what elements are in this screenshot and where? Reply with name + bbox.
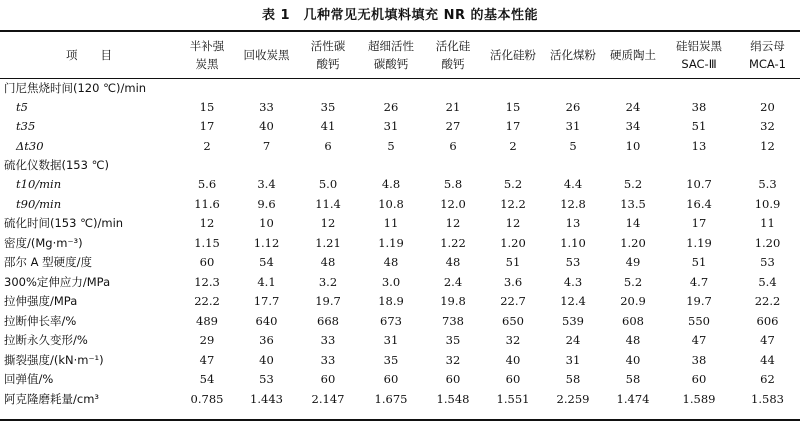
table-cell: 1.583: [751, 391, 784, 406]
column-header: [483, 32, 543, 78]
table-cell: 47: [691, 333, 707, 348]
table-cell: 2.259: [556, 391, 590, 406]
table-cell: 29: [199, 333, 215, 348]
table-cell: 4.1: [257, 274, 276, 289]
table-cell: 10.7: [686, 177, 712, 192]
table-cell: 10: [259, 216, 274, 231]
table-cell: 11: [383, 216, 399, 231]
table-cell: 13: [691, 138, 707, 153]
table-cell: 0.785: [190, 391, 224, 406]
table-cell: 5.3: [758, 177, 777, 192]
table-cell: 1.12: [253, 235, 280, 250]
table-cell: 60: [199, 255, 215, 270]
table-cell: 10.8: [378, 196, 404, 211]
table-cell: 5.0: [318, 177, 338, 192]
table-cell: [297, 156, 359, 175]
table-cell: 650: [502, 313, 524, 328]
table-cell: 5.2: [623, 177, 643, 192]
table-row: [0, 233, 800, 253]
item-column-header: 项 目: [66, 48, 112, 62]
table-cell: 38: [691, 352, 707, 367]
table-cell: 53: [565, 255, 581, 270]
table-row: [0, 311, 800, 331]
table-cell: [178, 156, 236, 175]
table-cell: 17.7: [253, 294, 280, 309]
table-cell: 47: [760, 333, 775, 348]
table-cell: 36: [259, 333, 274, 348]
row-label: t35: [16, 119, 36, 134]
table-cell: 2: [203, 138, 211, 153]
table-cell: 22.2: [194, 294, 220, 309]
table-cell: [236, 156, 297, 175]
table-cell: 4.4: [563, 177, 583, 192]
table-cell: 22.2: [754, 294, 781, 309]
table-cell: 31: [383, 333, 399, 348]
table-cell: 51: [691, 119, 707, 134]
table-cell: 2.147: [311, 391, 345, 406]
table-cell: 15: [505, 99, 521, 114]
table-cell: 640: [255, 313, 278, 328]
table-cell: 40: [625, 352, 641, 367]
table-cell: [297, 78, 359, 97]
table-cell: 12: [760, 138, 775, 153]
table-cell: 12: [505, 216, 521, 231]
table-cell: 1.19: [686, 235, 712, 250]
table-cell: 53: [259, 372, 274, 387]
table-cell: 60: [383, 372, 399, 387]
table-cell: 33: [320, 333, 336, 348]
column-header-line1: 活化硅: [435, 39, 471, 53]
table-cell: 35: [383, 352, 399, 367]
table-cell: 12.3: [194, 274, 220, 289]
table-row: [0, 331, 800, 351]
row-label: 300%定伸应力/MPa: [4, 274, 111, 289]
table-cell: 32: [760, 119, 775, 134]
row-label: 硫化时间(153 ℃)/min: [4, 216, 124, 231]
table-row: [0, 292, 800, 312]
column-header-line1: 活化煤粉: [550, 48, 596, 62]
table-cell: 49: [625, 255, 641, 270]
column-header: [603, 32, 663, 78]
table-row: [0, 389, 800, 409]
column-header-line2: 酸钙: [441, 57, 465, 71]
table-cell: 16.4: [686, 196, 712, 211]
row-label: 拉伸强度/MPa: [4, 294, 78, 309]
table-cell: [603, 78, 663, 97]
row-label: 阿克隆磨耗量/cm³: [4, 391, 100, 406]
table-cell: 26: [565, 99, 581, 114]
table-cell: 33: [259, 99, 274, 114]
table-cell: 38: [691, 99, 707, 114]
table-cell: 5.8: [443, 177, 463, 192]
column-header-line2: MCA-1: [748, 57, 787, 71]
table-cell: 5: [569, 138, 577, 153]
column-header: [359, 32, 423, 78]
table-cell: 31: [565, 119, 581, 134]
table-cell: 32: [445, 352, 461, 367]
table-cell: 550: [688, 313, 710, 328]
table-cell: 1.675: [374, 391, 408, 406]
table-cell: 10.9: [754, 196, 781, 211]
table-cell: 5.4: [758, 274, 777, 289]
table-cell: 27: [445, 119, 461, 134]
table-cell: 1.443: [250, 391, 283, 406]
table-cell: 7: [262, 138, 271, 153]
column-header-line2: SAC-Ⅲ: [681, 57, 717, 71]
table-cell: 48: [383, 255, 399, 270]
table-row: [0, 136, 800, 156]
column-header: [297, 32, 359, 78]
table-cell: 41: [320, 119, 336, 134]
table-cell: 21: [445, 99, 461, 114]
table-cell: 24: [565, 333, 581, 348]
table-cell: 1.589: [682, 391, 716, 406]
table-cell: 35: [445, 333, 461, 348]
table-cell: 9.6: [257, 196, 276, 211]
table-cell: 11.4: [315, 196, 341, 211]
table-cell: [663, 78, 735, 97]
table-cell: 11: [760, 216, 775, 231]
table-cell: 54: [199, 372, 215, 387]
properties-table: [0, 32, 800, 409]
row-label: 撕裂强度/(kN·m⁻¹): [4, 352, 104, 367]
table-cell: 5.6: [197, 177, 217, 192]
table-cell: 58: [625, 372, 641, 387]
table-cell: [543, 78, 603, 97]
column-header-line1: 活性碳: [310, 39, 346, 53]
row-label: 硫化仪数据(153 ℃): [4, 158, 109, 172]
table-cell: 1.548: [436, 391, 470, 406]
table-cell: 12.2: [500, 196, 526, 211]
table-cell: 22.7: [500, 294, 526, 309]
column-header: [663, 32, 735, 78]
row-label: 门尼焦烧时间(120 ℃)/min: [4, 80, 147, 95]
table-cell: [735, 78, 800, 97]
table-cell: [735, 156, 800, 175]
table-cell: 13.5: [620, 196, 646, 211]
table-row: [0, 78, 800, 97]
table-cell: 62: [760, 372, 775, 387]
header-row: [0, 32, 800, 78]
table-cell: 673: [380, 313, 402, 328]
table-cell: 3.2: [318, 274, 338, 289]
table-cell: 51: [505, 255, 521, 270]
table-cell: 4.8: [381, 177, 401, 192]
column-header-line1: 活化硅粉: [490, 48, 536, 62]
table-cell: [423, 78, 483, 97]
column-header: [735, 32, 800, 78]
table-cell: 1.551: [496, 391, 530, 406]
row-label: 拉断伸长率/%: [4, 313, 77, 328]
table-cell: [483, 156, 543, 175]
column-header-line2: 碳酸钙: [373, 57, 409, 71]
table-cell: [359, 78, 423, 97]
table-cell: 1.15: [194, 235, 220, 250]
table-cell: 539: [562, 313, 584, 328]
table-cell: 5.2: [623, 274, 643, 289]
table-cell: 3.4: [257, 177, 276, 192]
table-cell: 24: [625, 99, 641, 114]
table-cell: 1.21: [315, 235, 341, 250]
table-cell: 1.22: [440, 235, 466, 250]
table-cell: 33: [320, 352, 336, 367]
table-cell: 1.20: [500, 235, 526, 250]
table-cell: 44: [760, 352, 775, 367]
row-label: t90/min: [16, 196, 62, 211]
table-row: [0, 97, 800, 117]
table-cell: [423, 156, 483, 175]
table-cell: 40: [259, 119, 274, 134]
table-cell: 3.0: [381, 274, 401, 289]
table-cell: 5.2: [503, 177, 523, 192]
table-cell: 19.7: [686, 294, 712, 309]
table-cell: 606: [756, 313, 779, 328]
row-label: 回弹值/%: [4, 372, 54, 387]
table-cell: 1.20: [754, 235, 781, 250]
table-cell: 4.3: [563, 274, 583, 289]
table-cell: 31: [565, 352, 581, 367]
row-label: t5: [16, 99, 28, 114]
table-cell: 20: [760, 99, 775, 114]
table-cell: [178, 78, 236, 97]
table-row: [0, 117, 800, 137]
table-cell: 47: [199, 352, 215, 367]
table-cell: 53: [760, 255, 775, 270]
table-cell: 608: [622, 313, 644, 328]
column-header: [543, 32, 603, 78]
column-header: [178, 32, 236, 78]
table-cell: 13: [565, 216, 581, 231]
table-cell: 60: [691, 372, 707, 387]
table-cell: 54: [259, 255, 274, 270]
row-label: 拉断永久变形/%: [4, 333, 88, 348]
column-header-line2: 炭黑: [195, 57, 219, 71]
table-cell: 48: [625, 333, 641, 348]
table-cell: 31: [383, 119, 399, 134]
table-cell: 2: [509, 138, 517, 153]
table-cell: 5: [387, 138, 395, 153]
table-cell: 35: [320, 99, 336, 114]
table-cell: 19.8: [440, 294, 466, 309]
row-label: Δt30: [16, 138, 44, 153]
table-cell: 1.10: [560, 235, 586, 250]
table-cell: 58: [565, 372, 581, 387]
table-cell: 17: [691, 216, 707, 231]
table-cell: 40: [259, 352, 274, 367]
table-cell: 60: [445, 372, 461, 387]
table-bottom-rule: [0, 419, 800, 421]
table-row: [0, 370, 800, 390]
table-cell: 51: [691, 255, 707, 270]
table-cell: 12: [320, 216, 336, 231]
table-cell: [483, 78, 543, 97]
column-header: [236, 32, 297, 78]
table-cell: 48: [445, 255, 461, 270]
table-cell: 15: [199, 99, 215, 114]
table-cell: 1.20: [620, 235, 646, 250]
table-cell: 1.474: [616, 391, 650, 406]
column-header-line1: 硬质陶土: [610, 48, 656, 62]
table-cell: 12.4: [560, 294, 586, 309]
table-row: [0, 194, 800, 214]
column-header-line1: 硅铝炭黑: [676, 39, 722, 53]
column-header-line2: 酸钙: [316, 57, 340, 71]
table-cell: 32: [505, 333, 521, 348]
table-cell: 2.4: [443, 274, 463, 289]
table-title: 表 1 几种常见无机填料填充 NR 的基本性能: [261, 8, 538, 23]
table-cell: 34: [625, 119, 641, 134]
table-cell: 40: [505, 352, 521, 367]
table-cell: 10: [625, 138, 641, 153]
table-cell: 12: [199, 216, 215, 231]
table-cell: 6: [449, 138, 457, 153]
table-cell: [359, 156, 423, 175]
table-cell: 20.9: [620, 294, 646, 309]
table-cell: [603, 156, 663, 175]
table-cell: 60: [320, 372, 336, 387]
table-cell: 48: [320, 255, 336, 270]
table-cell: 17: [199, 119, 215, 134]
row-label: t10/min: [16, 177, 62, 192]
table-row: [0, 175, 800, 195]
column-header-line1: 绢云母: [750, 39, 785, 53]
table-cell: 26: [383, 99, 399, 114]
table-cell: 668: [317, 313, 339, 328]
row-label: 密度/(Mg·m⁻³): [4, 235, 83, 250]
table-cell: 12.8: [560, 196, 586, 211]
table-cell: 12.0: [440, 196, 466, 211]
table-cell: 1.19: [378, 235, 404, 250]
table-cell: 12: [445, 216, 461, 231]
column-header: [423, 32, 483, 78]
table-row: [0, 253, 800, 273]
table-cell: 17: [505, 119, 521, 134]
table-cell: 738: [442, 313, 464, 328]
table-cell: 14: [625, 216, 641, 231]
table-cell: 489: [196, 313, 218, 328]
table-cell: [543, 156, 603, 175]
table-cell: 3.6: [503, 274, 523, 289]
column-header-line1: 超细活性: [368, 39, 414, 53]
table-cell: 18.9: [378, 294, 404, 309]
column-header-line1: 半补强: [189, 39, 225, 53]
table-cell: [663, 156, 735, 175]
table-cell: 6: [324, 138, 332, 153]
table-cell: [236, 78, 297, 97]
table-row: [0, 350, 800, 370]
table-cell: 4.7: [689, 274, 709, 289]
table-cell: 11.6: [194, 196, 220, 211]
table-row: [0, 156, 800, 175]
table-cell: 60: [505, 372, 521, 387]
table-row: [0, 214, 800, 234]
column-header-line1: 回收炭黑: [243, 48, 290, 62]
table-body: [0, 78, 800, 409]
table-cell: 19.7: [315, 294, 341, 309]
table-row: [0, 272, 800, 292]
row-label: 邵尔 A 型硬度/度: [4, 255, 93, 270]
